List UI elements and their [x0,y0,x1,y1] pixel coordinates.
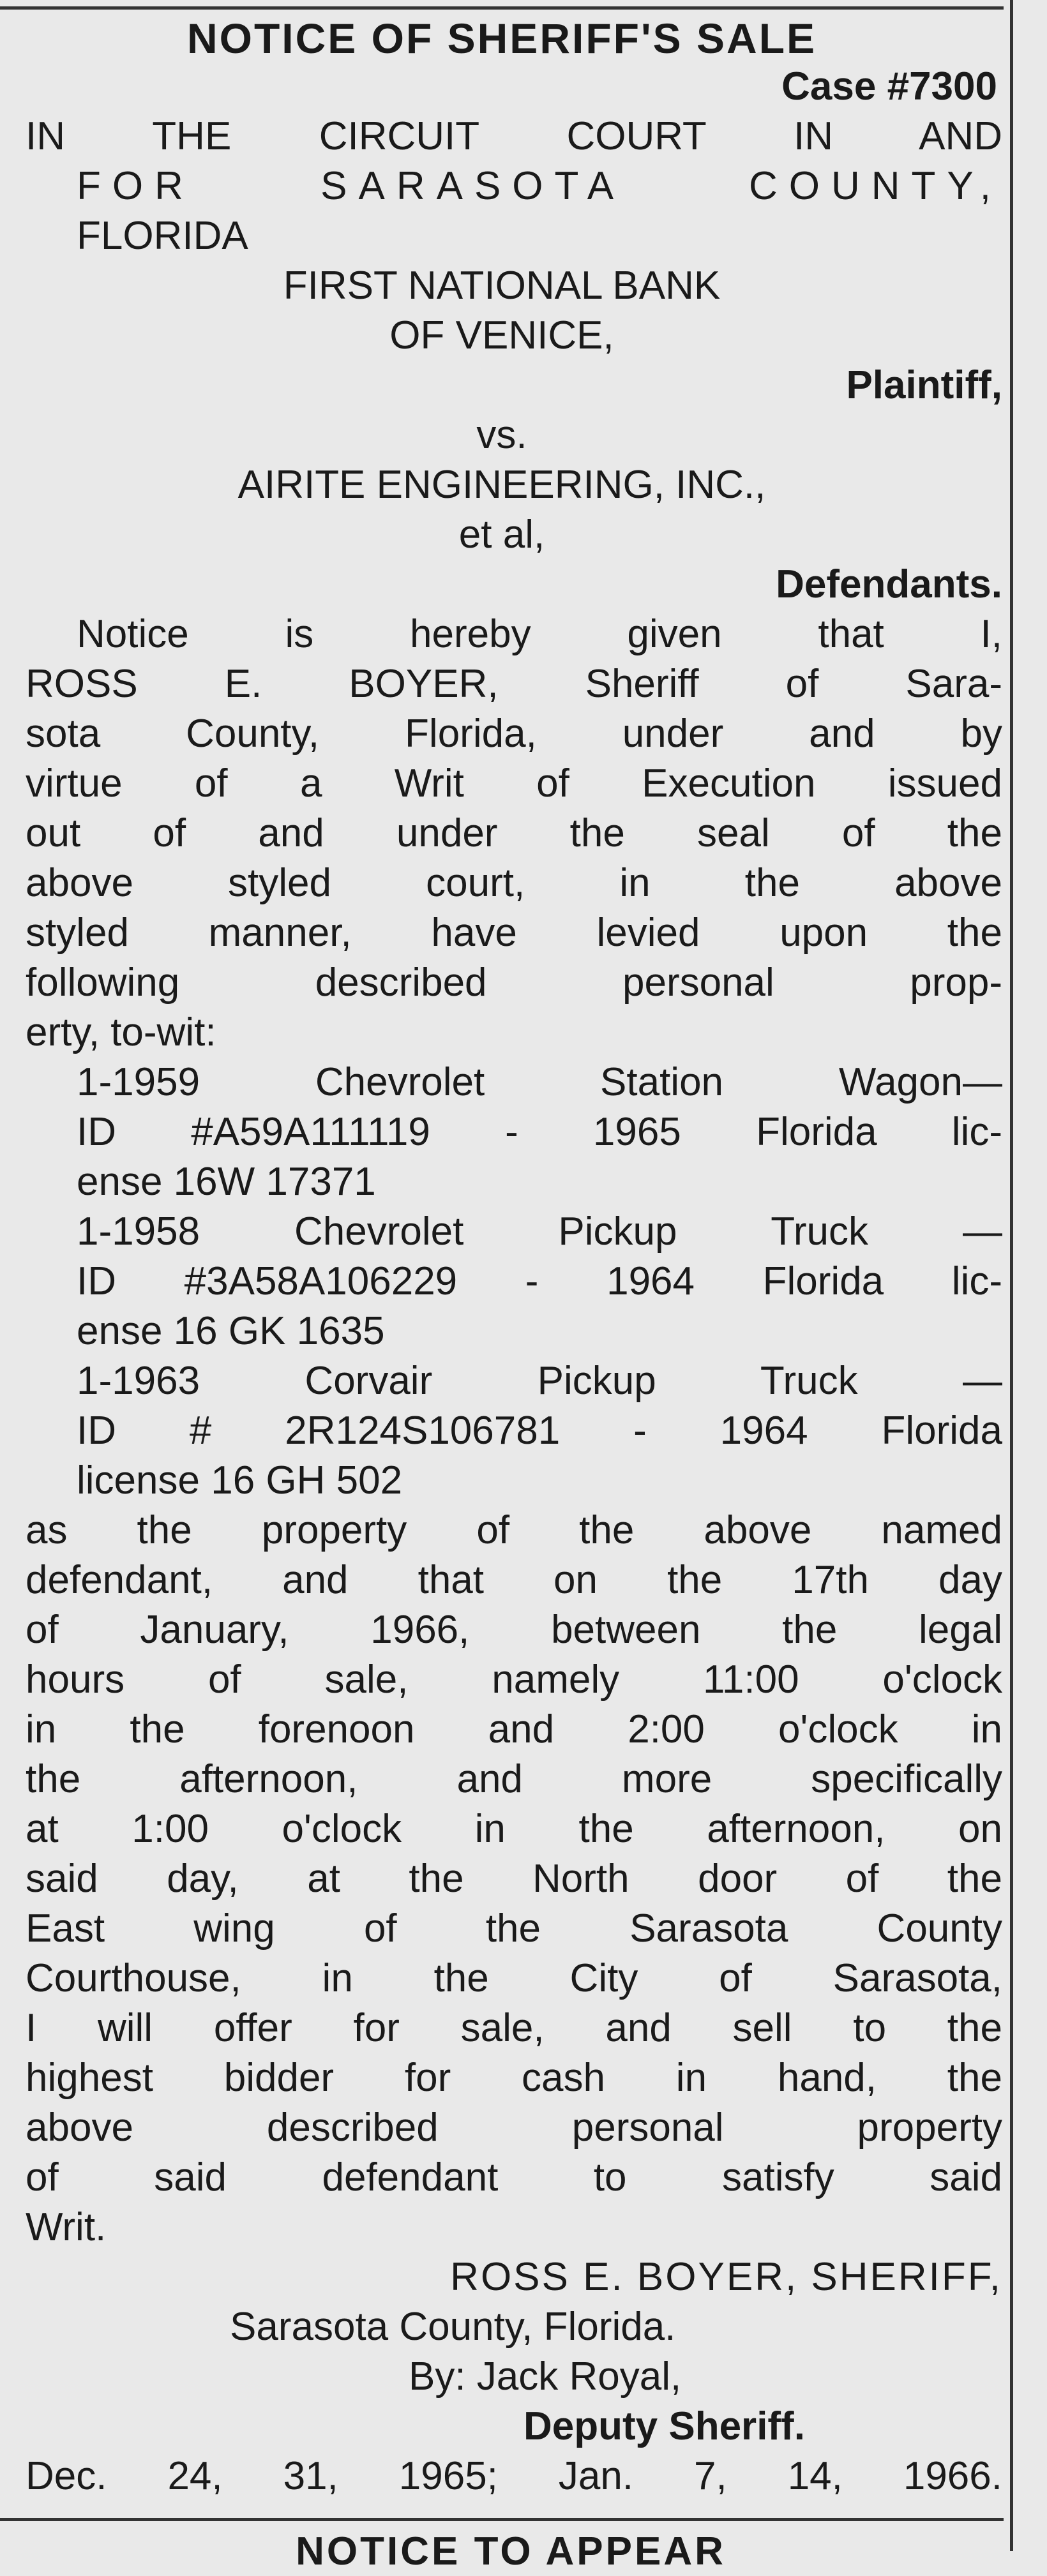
signature-by: By: Jack Royal, [409,2355,682,2399]
publication-dates: Dec. 24, 31, 1965; Jan. 7, 14, 1966. [26,2454,1002,2498]
closing-line: as the property of the above named [26,1508,1002,1552]
body-line: out of and under the seal of the [26,811,1002,855]
body-line: above styled court, in the above [26,861,1002,905]
closing-line: Courthouse, in the City of Sarasota, [26,1956,1002,2000]
closing-line: in the forenoon and 2:00 o'clock in [26,1707,1002,1751]
property-line: ID #3A58A106229 - 1964 Florida lic- [77,1259,1002,1303]
closing-line: of said defendant to satisfy said [26,2155,1002,2199]
defendant-label: Defendants. [776,562,1002,606]
column-rule [1010,0,1013,2551]
closing-line: said day, at the North door of the [26,1857,1002,1901]
versus: vs. [476,413,527,457]
defendant-line-2: et al, [458,513,545,557]
body-line: styled manner, have levied upon the [26,911,1002,955]
signature-deputy: Deputy Sheriff. [524,2404,805,2448]
property-line: 1-1959 Chevrolet Station Wagon— [77,1060,1002,1104]
court-line-3: FLORIDA [77,214,248,258]
property-line: ense 16 GK 1635 [77,1309,385,1353]
closing-line: Writ. [26,2205,107,2249]
closing-line: hours of sale, namely 11:00 o'clock [26,1658,1002,1702]
property-line: ense 16W 17371 [77,1160,376,1204]
signature-sheriff: ROSS E. BOYER, SHERIFF, [450,2255,1002,2299]
body-line: virtue of a Writ of Execution issued [26,761,1002,805]
body-line: Notice is hereby given that I, [77,612,1002,656]
plaintiff-line-2: OF VENICE, [389,313,614,357]
next-notice-heading: NOTICE TO APPEAR [296,2529,726,2573]
closing-line: highest bidder for cash in hand, the [26,2056,1002,2100]
body-line: ROSS E. BOYER, Sheriff of Sara- [26,662,1002,706]
property-line: ID # 2R124S106781 - 1964 Florida [77,1409,1002,1453]
closing-line: I will offer for sale, and sell to the [26,2006,1002,2050]
plaintiff-line-1: FIRST NATIONAL BANK [283,264,721,308]
closing-line: the afternoon, and more specifically [26,1757,1002,1801]
bottom-rule [0,2518,1004,2521]
body-line: erty, to-wit: [26,1010,216,1054]
property-line: license 16 GH 502 [77,1458,403,1502]
closing-line: above described personal property [26,2106,1002,2150]
body-line: sota County, Florida, under and by [26,712,1002,756]
closing-line: of January, 1966, between the legal [26,1608,1002,1652]
defendant-line-1: AIRITE ENGINEERING, INC., [237,463,766,507]
case-number: Case #7300 [781,64,997,109]
plaintiff-label: Plaintiff, [846,363,1002,407]
closing-line: East wing of the Sarasota County [26,1906,1002,1951]
closing-line: defendant, and that on the 17th day [26,1558,1002,1602]
notice-title: NOTICE OF SHERIFF'S SALE [186,15,817,62]
body-line: following described personal prop- [26,961,1002,1005]
property-line: 1-1963 Corvair Pickup Truck — [77,1359,1002,1403]
top-rule [0,6,1004,10]
closing-line: at 1:00 o'clock in the afternoon, on [26,1807,1002,1851]
property-line: 1-1958 Chevrolet Pickup Truck — [77,1209,1002,1254]
court-line-2: FOR SARASOTA COUNTY, [77,164,1002,208]
court-line-1: IN THE CIRCUIT COURT IN AND [26,114,1002,158]
property-line: ID #A59A111119 - 1965 Florida lic- [77,1110,1002,1154]
signature-county: Sarasota County, Florida. [230,2305,676,2349]
